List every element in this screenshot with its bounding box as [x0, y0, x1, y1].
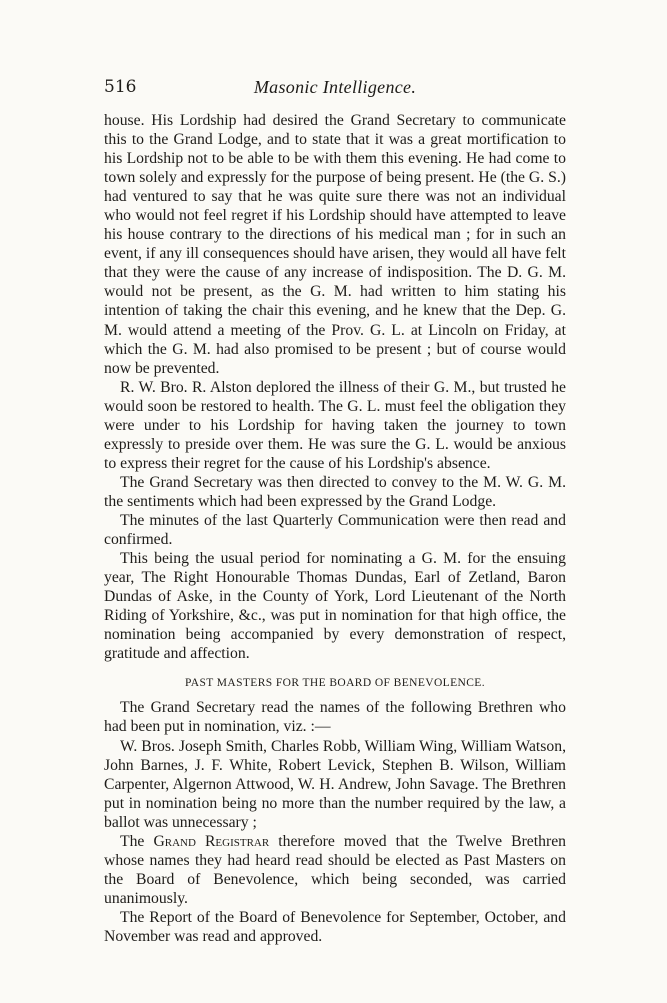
paragraph: R. W. Bro. R. Alston deplored the illness of their G. M., but trusted he would soon be restored to health. The G. L. must feel the obligation they were under to his Lordship for having taken the journey to town expressly to preside over them. He was sure the G. L. would be anxious to express their regret for the cause of his Lordship's absence. [104, 378, 566, 472]
paragraph: house. His Lordship had desired the Grand Secretary to communicate this to the Grand Lodge, and to state that it was a great mortification to his Lordship not to be able to be with them this evening. He had come to town solely and expressly for the purpose of being present. He (the G. S.) had ventured to say that he was quite sure there was not an individual who would not feel regret if his Lordship should have attempted to leave his house contrary to the directions of his medical man ; for in such an event, if any ill consequences should have arisen, they would all have felt that they were the cause of any increase of indisposition. The D. G. M. would not be present, as the G. M. had written to him stating his intention of taking the chair this evening, and he knew that the Dep. G. M. would attend a meeting of the Prov. G. L. at Lincoln on Friday, at which the G. M. had also promised to be present ; but of course would now be prevented. [104, 112, 566, 377]
paragraph: This being the usual period for nominating a G. M. for the ensuing year, The Right Honourable Thomas Dundas, Earl of Zetland, Baron Dundas of Aske, in the County of York, Lord Lieutenant of the North Riding of Yorkshire, &c., was put in nomination for that high office, the nomination being accompanied by every demonstration of respect, gratitude and affection. [104, 550, 566, 663]
paragraph-registrar [104, 832, 566, 908]
registrar-text: therefore moved that the Twelve Brethren whose names they had heard read should be elected as Past Masters on the Board of Benevolence, which being seconded, was carried unanimously. [104, 832, 566, 907]
page-number: 516 [104, 77, 137, 97]
page-header [104, 77, 566, 99]
paragraph: W. Bros. Joseph Smith, Charles Robb, William Wing, William Watson, John Barnes, J. F. White, Robert Levick, Stephen B. Wilson, William Carpenter, Algernon Attwood, W. H. Andrew, John Savage. The Brethren put in nomination being no more than the number required by the law, a ballot was unnecessary ; [104, 737, 566, 831]
paragraph: The Report of the Board of Benevolence for September, October, and November was read and approved. [104, 908, 566, 945]
paragraph: The Grand Secretary was then directed to convey to the M. W. G. M. the sentiments which had been expressed by the Grand Lodge. [104, 473, 566, 510]
paragraph: The minutes of the last Quarterly Communication were then read and confirmed. [104, 511, 566, 549]
registrar-lead: The [120, 832, 145, 850]
page-body [104, 111, 566, 946]
section-heading: PAST MASTERS FOR THE BOARD OF BENEVOLENCE. [185, 677, 485, 690]
running-title: Masonic Intelligence. [253, 77, 417, 97]
paragraph: The Grand Secretary read the names of the following Brethren who had been put in nomination, viz. :— [104, 699, 566, 736]
registrar-name: Grand Registrar [153, 832, 270, 850]
